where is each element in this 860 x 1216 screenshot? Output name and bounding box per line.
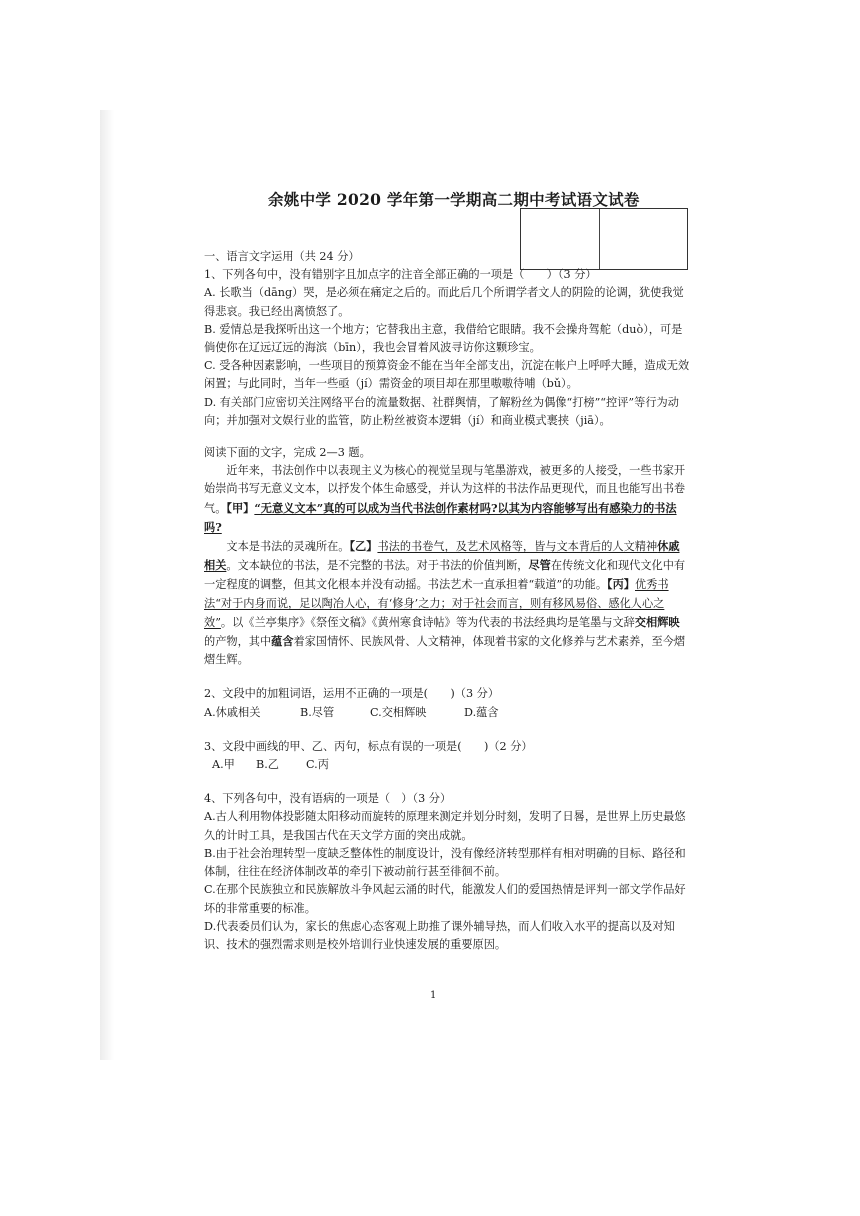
passage-p2-opening: 文本是书法的灵魂所在。 [226,540,350,554]
passage-p2-after-yi: 。文本缺位的书法，是不完整的书法。对于书法的价值判断， [226,559,529,573]
mark-bing: 【丙】 [607,577,635,592]
question-3-stem: 3、文段中画线的甲、乙、丙句，标点有误的一项是( )（2 分） [204,739,533,753]
reading-intro: 阅读下面的文字，完成 2—3 题。 [204,446,371,460]
section-heading: 一、语言文字运用（共 24 分） [204,250,360,263]
question-4-stem: 4、下列各句中，没有语病的一项是（ ）（3 分） [204,792,452,806]
question-2-stem: 2、文段中的加粗词语，运用不正确的一项是( )（3 分） [204,687,500,701]
question-4-option-c: C.在那个民族独立和民族解放斗争风起云涌的时代，能激发人们的爱国热情是评判一部文学作品好坏的非常重要的标准。 [204,883,686,915]
passage-p2-middle: 在传统文化和现代文化中有一定程度的调整，但其文化根本并没有动摇。书法艺术一直承担着“载道”的功能。 [204,559,686,592]
passage-p2-classics: 。以《兰亭集序》《祭侄文稿》《黄州寒食诗帖》等为代表的书法经典均是笔墨与文辞 [220,615,635,629]
question-2-option-c: C.交相辉映 [370,705,427,719]
question-2-options [204,704,690,722]
passage-p1-text: 近年来，书法创作中以表现主义为核心的视觉呈现与笔墨游戏，被更多的人接受，一些书家开始崇尚书写无意义文本，以抒发个体生命感受，并认为这样的书法作品更现代，而且也能写出书卷气。 [204,464,686,515]
question-1-option-c: C. 受各种因素影响，一些项目的预算资金不能在当年全部支出，沉淀在帐户上呼呼大睡，造成无效闲置；与此同时，当年一些亟（jí）需资金的项目却在那里嗷嗷待哺（bǔ）。 [204,359,690,391]
scan-shadow [100,110,114,1060]
bold-word-jiaoxianghuiying: 交相辉映 [634,614,680,629]
question-1-option-b: B. 爱情总是我探听出这一个地方；它替我出主意，我借给它眼睛。我不会操舟驾舵（duò），可是倘使你在辽远辽远的海滨（bīn），我也会冒着风波寻访你这颗珍宝。 [204,322,683,355]
sentence-bing: 优秀书法“对于内身而说，足以陶冶人心，有‘修身’之力；对于社会而言，则有移风易俗、感化人心之效” [204,578,669,629]
passage-paragraph-2 [204,537,690,669]
passage-p2-closing: 着家国情怀、民族风骨、人文精神，体现着书家的文化修养与艺术素养，至今熠熠生辉。 [204,635,686,667]
question-1-stem: 1、下列各句中，没有错别字且加点字的注音全部正确的一项是（ ）（3 分） [204,268,597,282]
question-1-option-a: A. 长歌当（dāng）哭，是必须在痛定之后的。而此后几个所谓学者文人的阴险的论调，犹使我觉得悲哀。我已经出离愤怒了。 [204,286,684,318]
passage-p2-product: 的产物，其中 [204,635,272,649]
question-3-option-a: A.甲 [212,758,235,772]
exam-content [204,248,690,954]
page-number: 1 [430,990,437,1001]
passage-paragraph-1 [204,462,690,537]
question-2-option-a: A.休戚相关 [204,705,261,719]
question-2-option-d: D.蕴含 [464,705,499,719]
question-4-option-b: B.由于社会治理转型一度缺乏整体性的制度设计，没有像经济转型那样有相对明确的目标、路径和体制，往往在经济体制改革的牵引下被动前行甚至徘徊不前。 [204,846,686,879]
question-3-options [204,756,690,774]
sentence-jia: “无意义文本”真的可以成为当代书法创作素材吗?以其为内容能够写出有感染力的书法吗? [204,500,677,534]
bold-word-xiuqixiangguan: 休戚相关 [204,539,680,573]
sentence-yi: 书法的书卷气，及艺术风格等，皆与文本背后的人文精神 [377,540,658,554]
question-1-option-d: D. 有关部门应密切关注网络平台的流量数据、社群舆情，了解粉丝为偶像“打榜”“控评”等行为动向；并加强对文娱行业的监管，防止粉丝被资本逻辑（jí）和商业模式裹挟（jiā）。 [204,395,679,427]
question-4-option-a: A.古人利用物体投影随太阳移动而旋转的原理来测定并划分时刻，发明了日晷，是世界上历史最悠久的计时工具，是我国古代在天文学方面的突出成就。 [204,810,686,842]
mark-jia: 【甲】 [226,500,255,515]
bold-word-yunhan: 蕴含 [271,634,294,649]
bold-word-jinguan: 尽管 [528,558,551,573]
question-4-option-d: D.代表委员们认为，家长的焦虑心态客观上助推了课外辅导热，而人们收入水平的提高以及对知识、技术的强烈需求则是校外培训行业快速发展的重要原因。 [204,919,675,951]
question-2-option-b: B.尽管 [300,705,335,719]
question-3-option-b: B.乙 [256,758,279,772]
question-3-option-c: C.丙 [306,758,329,772]
mark-yi: 【乙】 [349,539,378,554]
exam-title: 余姚中学 2020 学年第一学期高二期中考试语文试卷 [268,190,640,209]
